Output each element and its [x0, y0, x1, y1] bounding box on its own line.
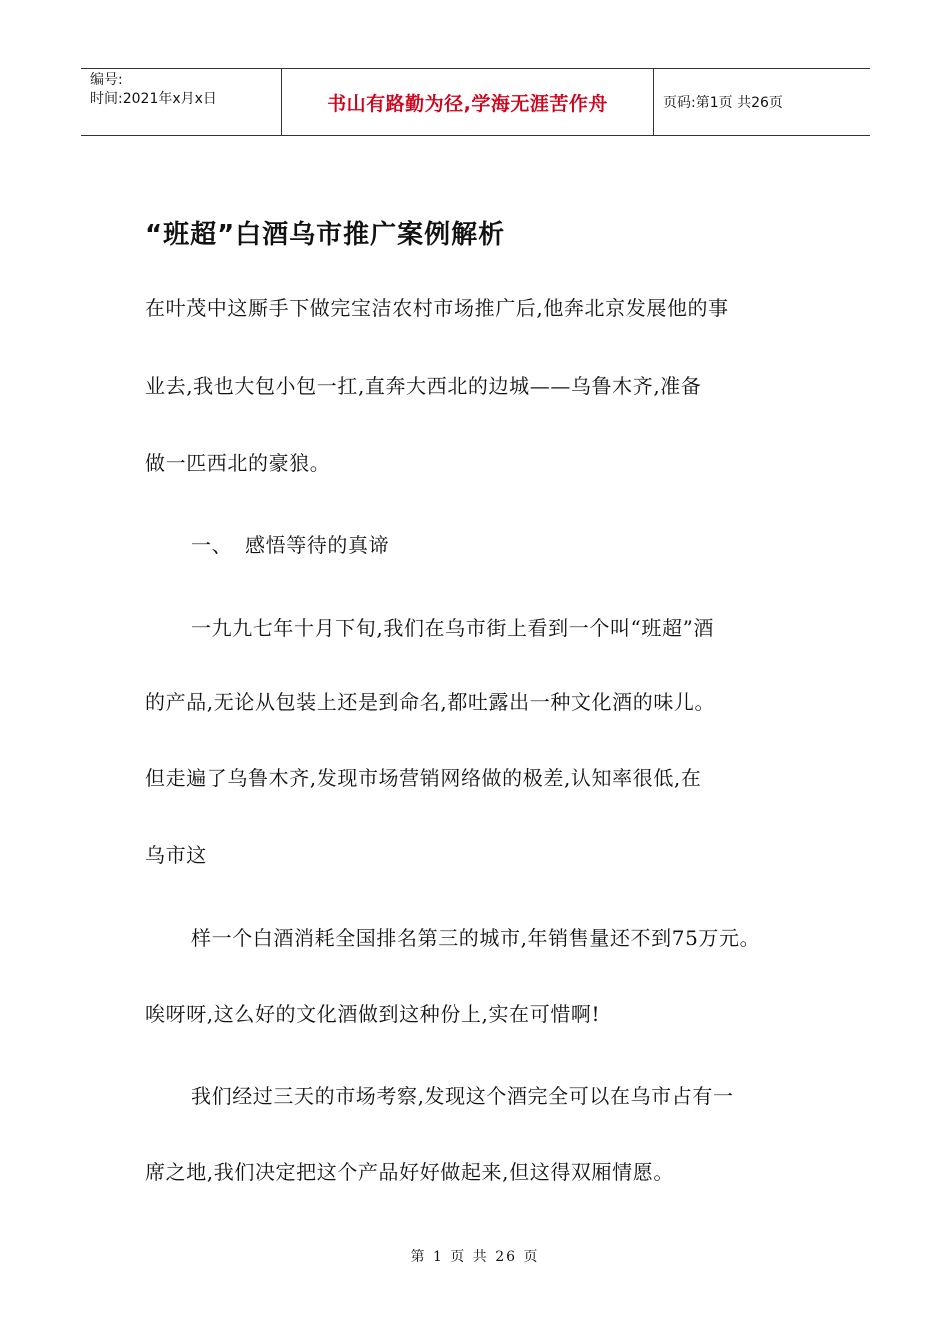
- section-number: 一、: [191, 533, 233, 557]
- paragraph-line: 唉呀呀,这么好的文化酒做到这种份上,实在可惜啊!: [145, 1002, 601, 1026]
- paragraph-line: 的产品,无论从包装上还是到命名,都吐露出一种文化酒的味儿。: [145, 690, 716, 714]
- header-table: [81, 68, 870, 136]
- page-footer: 第 1 页 共 26 页: [410, 1249, 540, 1265]
- paragraph-line: 我们经过三天的市场考察,发现这个酒完全可以在乌市占有一: [191, 1084, 734, 1108]
- paragraph-line: 做一匹西北的豪狼。: [145, 451, 331, 475]
- paragraph-line: 但走遍了乌鲁木齐,发现市场营销网络做的极差,认知率很低,在: [145, 766, 702, 790]
- paragraph-line: 业去,我也大包小包一扛,直奔大西北的边城——乌鲁木齐,准备: [145, 374, 702, 398]
- header-page-info: 页码:第1页 共26页: [663, 95, 783, 111]
- header-motto: 书山有路勤为径,学海无涯苦作舟: [281, 69, 654, 135]
- document-number-label: 编号:: [90, 72, 123, 88]
- section-heading-text: 感悟等待的真谛: [245, 533, 390, 557]
- paragraph-line: 在叶茂中这厮手下做完宝洁农村市场推广后,他奔北京发展他的事: [145, 296, 729, 320]
- paragraph-line: 席之地,我们决定把这个产品好好做起来,但这得双厢情愿。: [145, 1160, 674, 1184]
- paragraph-line: 乌市这: [145, 843, 207, 867]
- document-title: “班超”白酒乌市推广案例解析: [145, 220, 506, 250]
- document-time-label: 时间:2021年x月x日: [90, 91, 217, 107]
- paragraph-line: 样一个白酒消耗全国排名第三的城市,年销售量还不到75万元。: [191, 926, 761, 950]
- header-meta: [81, 69, 281, 135]
- paragraph-line: 一九九七年十月下旬,我们在乌市街上看到一个叫“班超”酒: [191, 616, 715, 640]
- section-heading: [191, 529, 389, 558]
